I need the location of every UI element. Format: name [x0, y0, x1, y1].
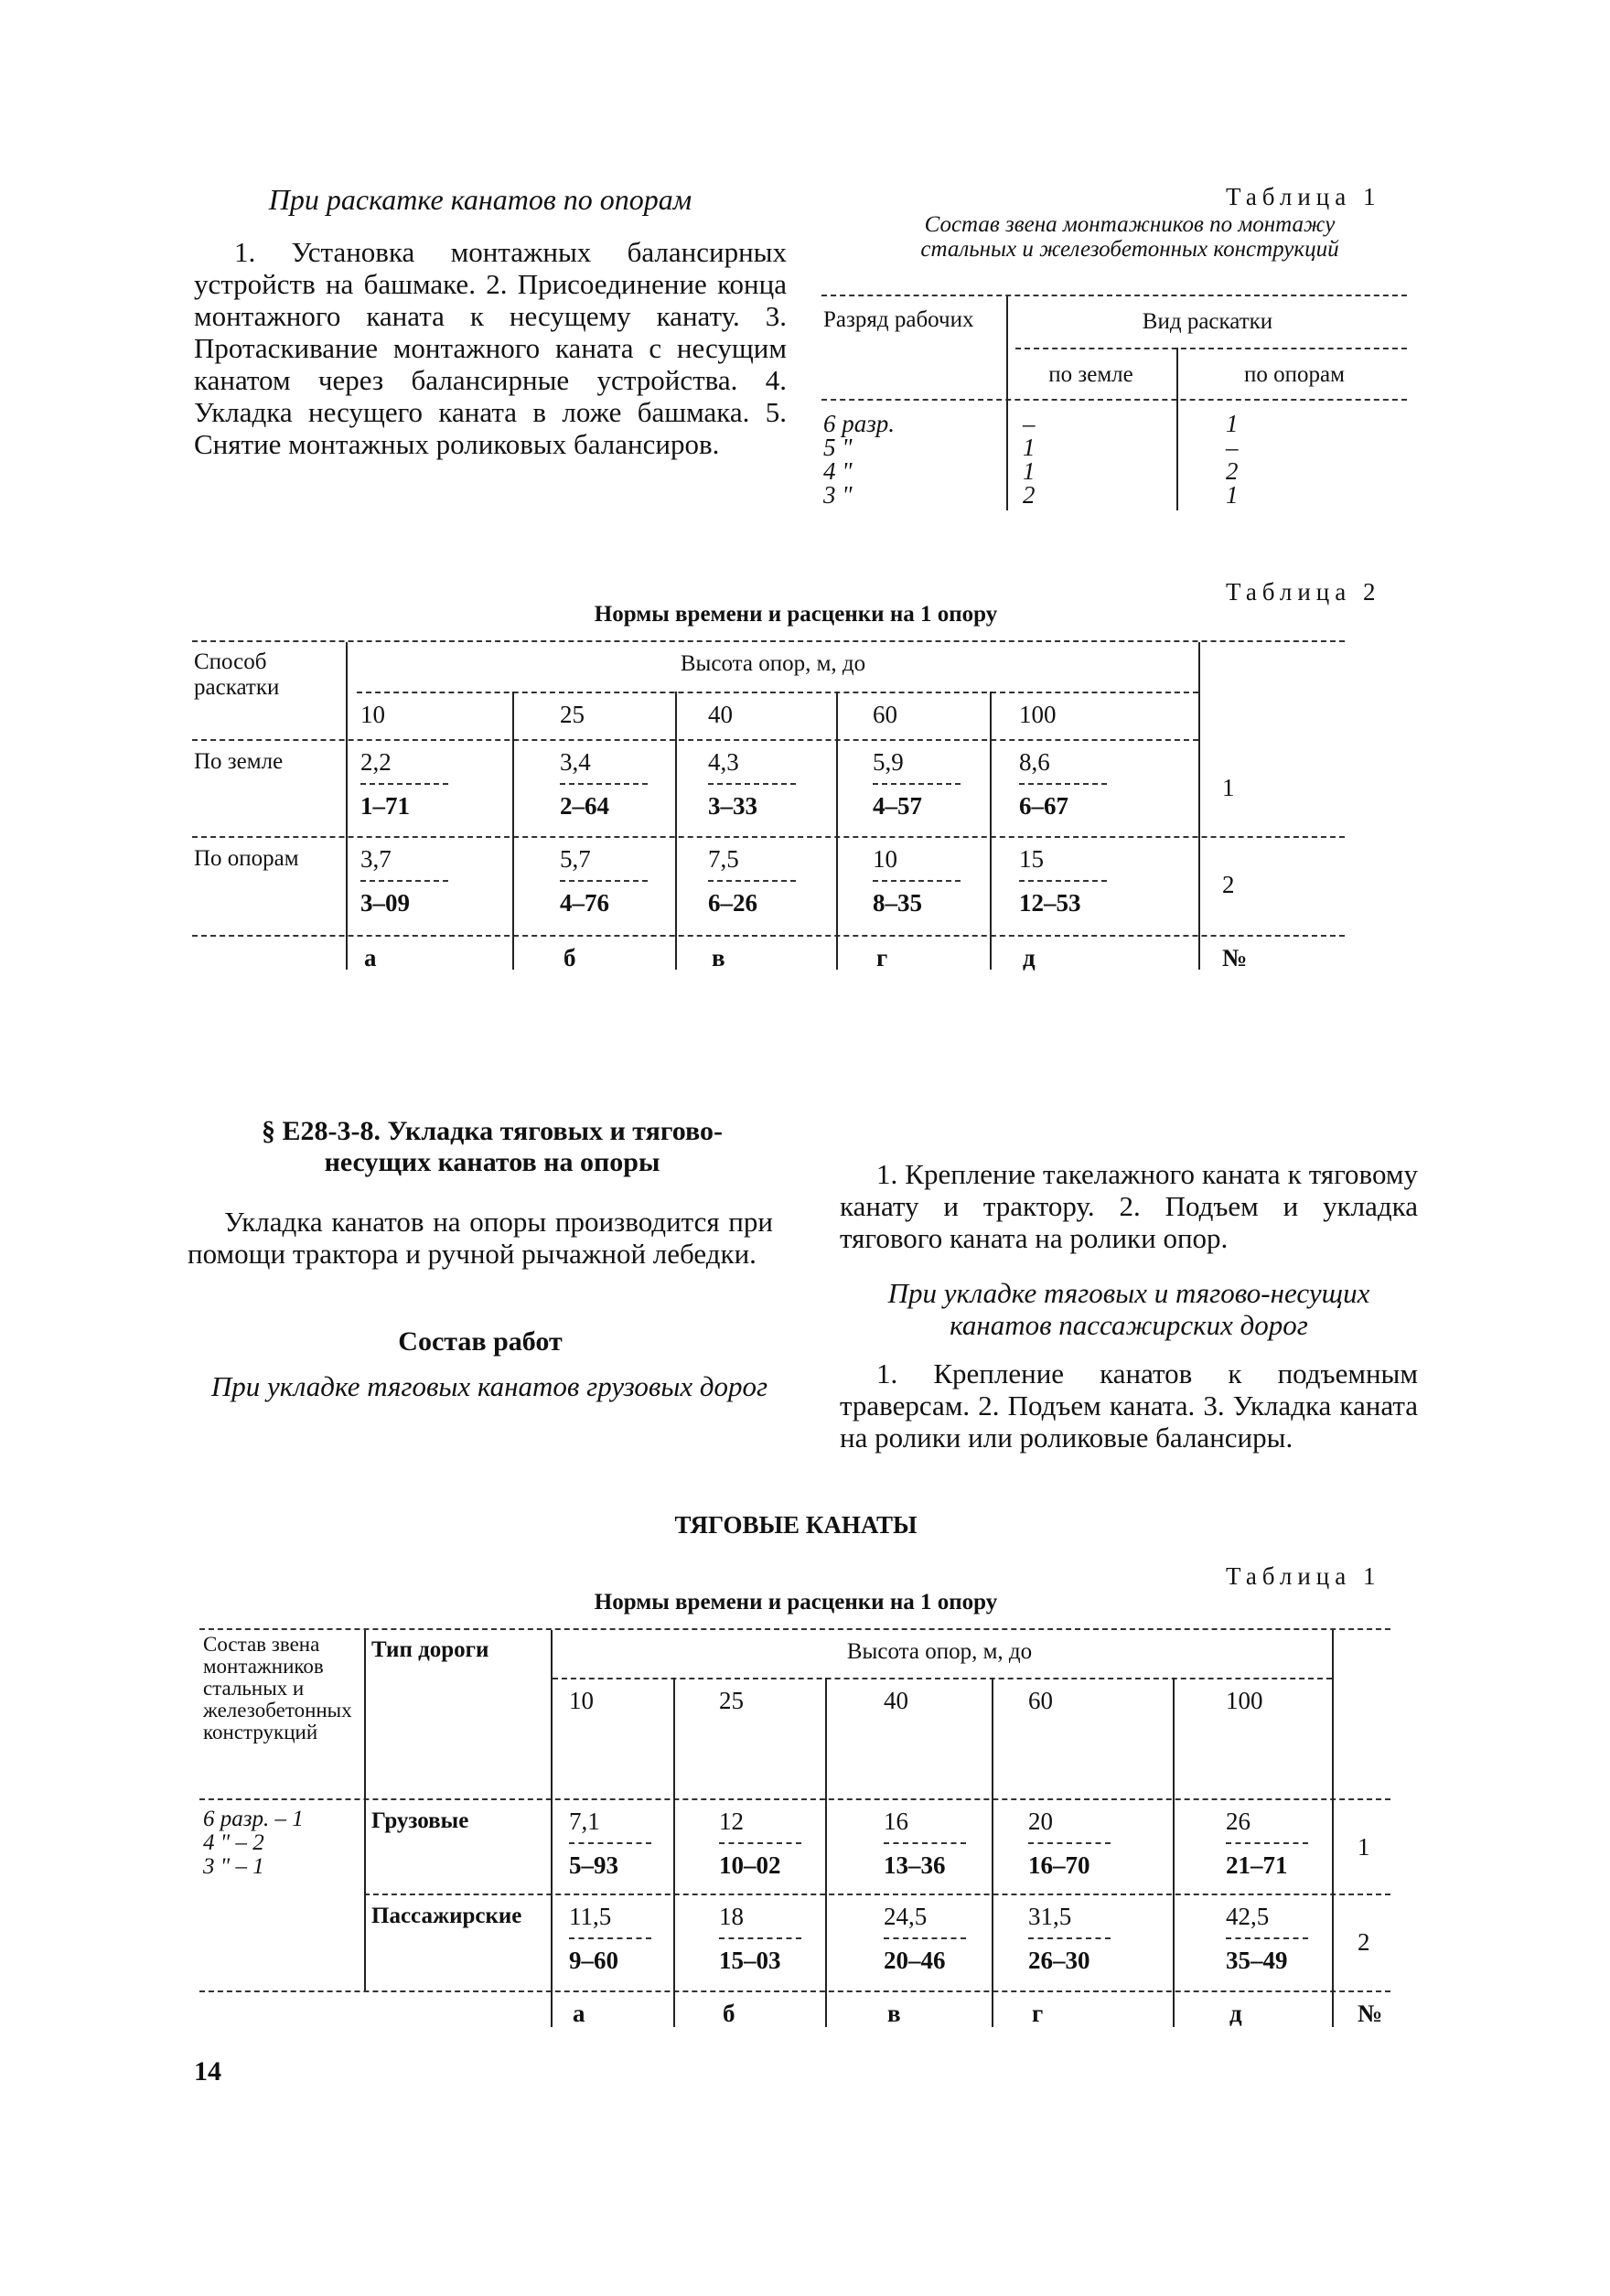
crew-grade-4: 3 "	[823, 481, 853, 509]
section2-heading: § Е28-3-8. Укладка тяговых и тягово-несущих канатов на опоры	[262, 1116, 723, 1177]
traction-r2-e-sep	[1226, 1937, 1308, 1939]
table2-r1-b-sep	[560, 783, 648, 785]
table2-letter-c: в	[712, 944, 725, 971]
crew-table-label: Таблица 1	[1226, 183, 1381, 210]
table2-r1-a-rate: 1–71	[360, 792, 410, 820]
traction-title: ТЯГОВЫЕ КАНАТЫ	[674, 1511, 918, 1539]
crew-table-caption: Состав звена монтажников по монтажу стальных и железобетонных конструкций	[920, 212, 1339, 262]
traction-r2-d-rate: 26–30	[1028, 1947, 1090, 1974]
crew-ground-2: 1	[1023, 434, 1036, 461]
traction-r2-d-norm: 31,5	[1028, 1903, 1072, 1930]
table2-r1-c-norm: 4,3	[708, 748, 739, 776]
table2-divider-2	[675, 692, 677, 970]
table2-r2-b-rate: 4–76	[560, 889, 609, 917]
table2-r2-b-sep	[560, 880, 648, 882]
traction-mid-rule	[364, 1894, 1390, 1895]
traction-divider-1	[673, 1678, 675, 2027]
traction-height-25: 25	[719, 1687, 744, 1714]
traction-col-road: Тип дороги	[371, 1637, 489, 1662]
table2-top-rule	[192, 640, 1345, 642]
traction-r1-d-rate: 16–70	[1028, 1851, 1090, 1879]
work-composition-title: Состав работ	[398, 1326, 563, 1357]
table2-r2-c-norm: 7,5	[708, 845, 739, 873]
traction-letter-b: б	[723, 2000, 735, 2027]
traction-r1-e-rate: 21–71	[1226, 1851, 1288, 1879]
table2-r1-d-norm: 5,9	[873, 748, 904, 776]
table2-r1-a-norm: 2,2	[360, 748, 392, 776]
table2-r2-a-sep	[360, 880, 448, 882]
traction-height-10: 10	[569, 1687, 594, 1714]
table2-method-1: По земле	[194, 749, 284, 774]
section1-heading: При раскатке канатов по опорам	[268, 183, 692, 216]
traction-sub-rule	[553, 1678, 1332, 1679]
table2-title: Нормы времени и расценки на 1 опору	[594, 602, 998, 627]
crew-supports-1: 1	[1226, 410, 1239, 437]
table2-r2-d-sep	[873, 880, 961, 882]
table2-letter-d: г	[876, 944, 888, 971]
table2-height-25: 25	[560, 701, 585, 728]
table2-col-height: Высота опор, м, до	[680, 651, 866, 676]
table2-r1-e-norm: 8,6	[1019, 748, 1050, 776]
table2-r1-d-rate: 4–57	[873, 792, 922, 820]
crew-table-top-rule	[821, 295, 1407, 296]
traction-r1-a-rate: 5–93	[569, 1851, 618, 1879]
traction-r2-c-sep	[884, 1937, 966, 1939]
crew-col-grade: Разряд рабочих	[823, 307, 974, 332]
traction-r1-b-norm: 12	[719, 1808, 744, 1835]
table2-height-40: 40	[708, 701, 733, 728]
table2-r2-d-rate: 8–35	[873, 889, 922, 917]
traction-divider-2	[825, 1678, 827, 2027]
traction-no-label: №	[1358, 2000, 1383, 2027]
crew-col-type: Вид раскатки	[1142, 309, 1273, 334]
section2-intro: Укладка канатов на опоры производится при помощи трактора и ручной рычажной лебедки.	[188, 1206, 773, 1270]
traction-height-40: 40	[884, 1687, 908, 1714]
crew-table-divider-2	[1176, 348, 1178, 510]
table2-head-rule	[192, 739, 1198, 741]
crew-supports-4: 1	[1226, 481, 1239, 509]
traction-top-rule	[199, 1628, 1390, 1630]
table2-r2-c-rate: 6–26	[708, 889, 757, 917]
table2-r2-b-norm: 5,7	[560, 845, 591, 873]
table2-divider-1	[512, 692, 514, 970]
traction-r2-b-sep	[719, 1937, 801, 1939]
traction-head-rule	[199, 1798, 1390, 1800]
traction-r2-b-norm: 18	[719, 1903, 744, 1930]
traction-r2-a-sep	[569, 1937, 651, 1939]
table2-method-2: По опорам	[194, 846, 299, 871]
table2-height-60: 60	[873, 701, 897, 728]
table2-r2-c-sep	[708, 880, 796, 882]
table2-r1-e-sep	[1019, 783, 1107, 785]
traction-divider-5	[1332, 1630, 1334, 2027]
traction-divider-crew	[364, 1630, 366, 1990]
traction-r2-d-sep	[1028, 1937, 1111, 1939]
table2-divider-0	[346, 642, 348, 970]
traction-r2-e-norm: 42,5	[1226, 1903, 1270, 1930]
traction-letter-c: в	[887, 2000, 901, 2027]
traction-r1-b-sep	[719, 1842, 801, 1844]
table2-r1-b-rate: 2–64	[560, 792, 609, 820]
table2-row1-number: 1	[1222, 774, 1235, 801]
crew-table-divider-1	[1006, 296, 1008, 510]
traction-crew-2: 4 " – 2	[203, 1830, 264, 1855]
crew-grade-2: 5 "	[823, 434, 853, 461]
crew-grade-3: 4 "	[823, 457, 853, 485]
traction-crew-3: 3 " – 1	[203, 1854, 264, 1879]
crew-col-supports: по опорам	[1244, 362, 1345, 387]
traction-table-label: Таблица 1	[1226, 1562, 1381, 1590]
page-number: 14	[194, 2056, 221, 2087]
table2-r1-e-rate: 6–67	[1019, 792, 1068, 820]
traction-r1-c-rate: 13–36	[884, 1851, 946, 1879]
freight-subheading: При укладке тяговых канатов грузовых дорог	[210, 1370, 768, 1402]
table2-divider-3	[836, 692, 838, 970]
crew-ground-1: –	[1023, 410, 1036, 437]
traction-road-2: Пассажирские	[371, 1904, 522, 1928]
crew-grade-1: 6 разр.	[823, 410, 896, 437]
traction-r1-e-norm: 26	[1226, 1808, 1250, 1835]
traction-col-height: Высота опор, м, до	[846, 1639, 1033, 1664]
traction-divider-4	[1173, 1678, 1175, 2027]
table2-letter-a: а	[364, 944, 377, 971]
crew-col-ground: по земле	[1048, 362, 1133, 387]
table2-r2-d-norm: 10	[873, 845, 897, 873]
table2-col-method: Способ раскатки	[194, 649, 280, 700]
table2-r2-e-rate: 12–53	[1019, 889, 1081, 917]
crew-supports-2: –	[1226, 434, 1239, 461]
traction-r2-a-rate: 9–60	[569, 1947, 618, 1974]
traction-r2-c-rate: 20–46	[884, 1947, 946, 1974]
traction-row1-number: 1	[1358, 1833, 1370, 1861]
traction-bottom-rule	[199, 1990, 1390, 1992]
table2-mid-rule	[192, 836, 1345, 838]
table2-row2-number: 2	[1222, 871, 1235, 898]
traction-r1-c-norm: 16	[884, 1808, 908, 1835]
table2-height-100: 100	[1019, 701, 1057, 728]
traction-height-100: 100	[1226, 1687, 1263, 1714]
passenger-subheading: При укладке тяговых и тягово-несущих канатов пассажирских дорог	[887, 1277, 1370, 1341]
traction-r1-a-sep	[569, 1842, 651, 1844]
traction-r2-a-norm: 11,5	[569, 1903, 612, 1930]
traction-r2-b-rate: 15–03	[719, 1947, 781, 1974]
table2-r2-e-norm: 15	[1019, 845, 1044, 873]
table2-bottom-rule	[192, 935, 1345, 937]
traction-height-60: 60	[1028, 1687, 1053, 1714]
traction-r1-d-norm: 20	[1028, 1808, 1053, 1835]
crew-ground-4: 2	[1023, 481, 1036, 509]
table2-letter-e: д	[1023, 944, 1036, 971]
table2-r1-c-rate: 3–33	[708, 792, 757, 820]
freight-text: 1. Крепление такелажного каната к тяговому канату и трактору. 2. Подъем и укладка тягового каната на ролики опор.	[840, 1158, 1418, 1254]
crew-ground-3: 1	[1023, 457, 1036, 485]
passenger-text: 1. Крепление канатов к подъемным траверсам. 2. Подъем каната. 3. Укладка каната на ролики или роликовые балансиры.	[840, 1357, 1418, 1454]
traction-row2-number: 2	[1358, 1928, 1370, 1956]
table2-r2-a-rate: 3–09	[360, 889, 410, 917]
traction-r1-a-norm: 7,1	[569, 1808, 600, 1835]
traction-divider-road	[551, 1630, 553, 2027]
crew-supports-3: 2	[1226, 457, 1239, 485]
traction-r1-e-sep	[1226, 1842, 1308, 1844]
traction-col-crew: Состав звена монтажников стальных и железобетонных конструкций	[203, 1633, 352, 1743]
table2-r2-e-sep	[1019, 880, 1107, 882]
table2-label: Таблица 2	[1226, 578, 1381, 606]
section1-paragraph: 1. Установка монтажных балансирных устройств на башмаке. 2. Присоединение конца монтажного каната к несущему канату. 3. Протаскивание монтажного каната с несущим канатом через балансирные устройства. 4. Укладка несущего каната в ложе башмака. 5. Снятие монтажных роликовых балансиров.	[194, 236, 787, 460]
traction-r1-d-sep	[1028, 1842, 1111, 1844]
table2-r1-c-sep	[708, 783, 796, 785]
traction-r2-c-norm: 24,5	[884, 1903, 928, 1930]
table2-divider-4	[990, 692, 992, 970]
traction-divider-3	[992, 1678, 993, 2027]
table2-height-10: 10	[360, 701, 385, 728]
table2-letter-b: б	[564, 944, 576, 971]
traction-road-1: Грузовые	[371, 1808, 469, 1833]
crew-table-sub-rule	[1015, 348, 1407, 349]
table2-no-label: №	[1222, 944, 1248, 971]
traction-r1-b-rate: 10–02	[719, 1851, 781, 1879]
traction-table-title: Нормы времени и расценки на 1 опору	[594, 1590, 998, 1615]
traction-letter-a: а	[573, 2000, 585, 2027]
table2-r1-a-sep	[360, 783, 448, 785]
crew-table-head-rule	[821, 399, 1407, 401]
table2-r2-a-norm: 3,7	[360, 845, 392, 873]
table2-r1-b-norm: 3,4	[560, 748, 591, 776]
traction-r2-e-rate: 35–49	[1226, 1947, 1288, 1974]
traction-letter-e: д	[1229, 2000, 1242, 2027]
table2-r1-d-sep	[873, 783, 961, 785]
table2-sub-rule	[357, 692, 1198, 693]
traction-letter-d: г	[1032, 2000, 1044, 2027]
table2-divider-5	[1198, 642, 1200, 970]
traction-crew-1: 6 разр. – 1	[203, 1807, 304, 1831]
traction-r1-c-sep	[884, 1842, 966, 1844]
